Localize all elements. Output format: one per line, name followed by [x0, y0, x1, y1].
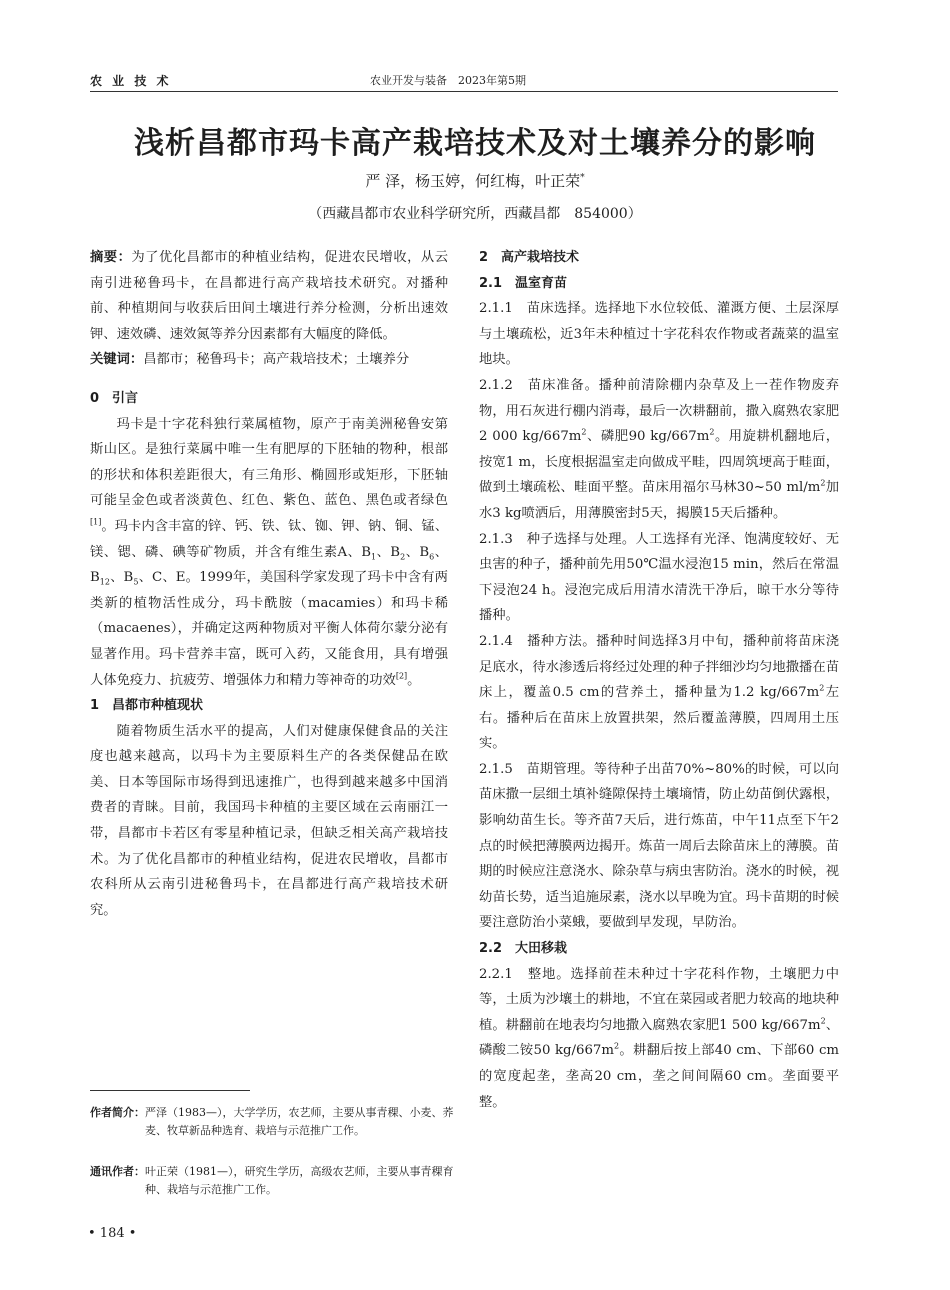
- para-text: 苗期管理。等待种子出苗70%~80%的时候，可以向苗床撒一层细土填补缝隙保持土壤墒情，防止幼苗倒伏露根，影响幼苗生长。等齐苗7天后，进行炼苗，中午11点至下午2点的时候把薄膜两边揭开。炼苗一周后去除苗床上的薄膜。苗期的时候应注意浇水、除杂草与病虫害防治。浇水的时候，视幼苗长势，适当追施尿素，浇水以早晚为宜。玛卡苗期的时候要注意防治小菜蛾，要做到早发现，早防治。: [479, 761, 840, 931]
- para-text: 、磷肥90 kg/667m: [586, 429, 710, 445]
- intro-text-a: 玛卡是十字花科独行菜属植物，原产于南美洲秘鲁安第斯山区。是独行菜属中唯一生有肥厚的下胚轴的物种，根部的形状和体积差距很大，有三角形、椭圆形或矩形，下胚轴可能呈金色或者淡黄色、红色、紫色、蓝色、黑色或者绿色: [90, 416, 448, 509]
- para-2-1-3: [479, 527, 839, 629]
- superscript: 2: [819, 683, 825, 693]
- keywords: [90, 347, 448, 373]
- para-text: 苗床准备。播种前清除棚内杂草及上一茬作物废弃物，用石灰进行棚内消毒，最后一次耕翻前，撒入腐熟农家肥2 000 kg/667m: [479, 377, 839, 445]
- abstract: [90, 245, 448, 347]
- status-paragraph: 随着物质生活水平的提高，人们对健康保健食品的关注度也越来越高，以玛卡为主要原料生产的各类保健品在欧美、日本等国际市场得到迅速推广，也得到越来越多中国消费者的青睐。目前，我国玛卡种植的主要区域在云南丽江一带，昌都市卡若区有零星种植记录，但缺乏相关高产栽培技术。为了优化昌都市的种植业结构，促进农民增收，昌都市农科所从云南引进秘鲁玛卡，在昌都进行高产栽培技术研究。: [90, 723, 448, 918]
- abstract-label: 摘要：: [90, 250, 132, 265]
- footnote-corr-text: 叶正荣（1981—），研究生学历，高级农艺师，主要从事青稞育种、栽培与示范推广工作。: [145, 1165, 454, 1196]
- footnote-author-text: 严泽（1983—），大学学历，农艺师，主要从事青稞、小麦、荞麦、牧草新品种选育、栽培与示范推广工作。: [145, 1106, 454, 1137]
- paper-title: 浅析昌都市玛卡高产栽培技术及对土壤养分的影响: [134, 126, 816, 161]
- superscript: 2: [820, 1016, 826, 1026]
- superscript: 2: [581, 427, 587, 437]
- intro-text-c: 、C、E。1999年，美国科学家发现了玛卡中含有两类新的植物活性成分，玛卡酰胺（macamies）和玛卡稀（macaenes），并确定这两种物质对平衡人体荷尔蒙分泌有显著作用。玛卡营养丰富，既可入药，又能食用，具有增强人体免疫力、抗疲劳、增强体力和精力等神奇的功效: [90, 570, 448, 688]
- para-text: 整地。选择前茬未种过十字花科作物，土壤肥力中等，土质为沙壤土的耕地，不宜在菜园或者肥力较高的地块种植。耕翻前在地表均匀地撒入腐熟农家肥1 500 kg/667m: [479, 966, 839, 1033]
- left-column: [90, 245, 448, 923]
- para-2-1-1: [479, 296, 839, 373]
- subsection-heading-greenhouse: 2.1 温室育苗: [479, 275, 568, 291]
- authors-text: 严 泽，杨玉婷，何红梅，叶正荣: [365, 172, 581, 190]
- para-text: 。耕翻后按上部40 cm、下部60 cm的宽度起垄，垄高20 cm，垄之间间隔60 cm。垄面要平整。: [479, 1043, 840, 1110]
- section-heading-status: 1 昌都市种植现状: [90, 698, 204, 714]
- affiliation: （西藏昌都市农业科学研究所，西藏昌都 854000）: [308, 206, 642, 222]
- intro-paragraph: [90, 412, 448, 694]
- abstract-text: 为了优化昌都市的种植业结构，促进农民增收，从云南引进秘鲁玛卡，在昌都进行高产栽培技术研究。对播种前、种植期间与收获后田间土壤进行养分检测，分析出速效钾、速效磷、速效氮等养分因素都有大幅度的降低。: [90, 250, 449, 342]
- running-header-section: 农 业 技 术: [90, 74, 172, 88]
- citation-2: [2]: [395, 671, 408, 681]
- footnote-rule: [90, 1090, 250, 1091]
- para-text: 加水3 kg喷洒后，用薄膜密封5天，揭膜15天后播种。: [479, 480, 839, 521]
- corresponding-mark: *: [580, 173, 585, 183]
- intro-sep: 、B: [109, 570, 134, 586]
- para-label: 2.1.1: [479, 301, 527, 317]
- para-2-1-4: [479, 629, 839, 757]
- para-2-1-5: [479, 757, 839, 936]
- subsection-heading-transplant: 2.2 大田移栽: [479, 941, 568, 957]
- header-rule: [90, 91, 838, 92]
- footnote-corr-label: 通讯作者：: [90, 1165, 145, 1178]
- subscript: 12: [99, 577, 110, 587]
- intro-sep: 、B: [405, 544, 430, 560]
- para-text: 苗床选择。选择地下水位较低、灌溉方便、土层深厚与土壤疏松，近3年未种植过十字花科农作物或者蔬菜的温室地块。: [479, 301, 839, 368]
- footnote-author: [90, 1104, 460, 1139]
- intro-end: 。: [407, 672, 421, 688]
- author-list: [0, 170, 950, 191]
- keywords-text: 昌都市；秘鲁玛卡；高产栽培技术；土壤养分: [143, 352, 410, 368]
- superscript: 2: [820, 478, 826, 488]
- para-label: 2.1.5: [479, 761, 527, 777]
- para-2-2-1: [479, 962, 839, 1116]
- para-text: 播种方法。播种时间选择3月中旬，播种前将苗床浇足底水，待水渗透后将经过处理的种子拌细沙均匀地撒播在苗床上，覆盖0.5 cm的营养土，播种量为1.2 kg/667m: [479, 633, 839, 701]
- para-text: 。用旋耕机翻地后，按宽1 m，长度根据温室走向做成平畦，四周筑埂高于畦面，做到土壤疏松、畦面平整。苗床用福尔马林30~50 ml/m: [479, 429, 839, 496]
- intro-sep: 、B: [376, 544, 401, 560]
- citation-1: [1]: [90, 517, 102, 527]
- subscript: 5: [133, 577, 139, 587]
- para-text: 左右。播种后在苗床上放置拱架，然后覆盖薄膜，四周用土压实。: [479, 685, 840, 752]
- subscript: 1: [371, 552, 377, 562]
- para-label: 2.1.2: [479, 377, 528, 393]
- subscript: 6: [429, 552, 435, 562]
- para-text: 种子选择与处理。人工选择有光泽、饱满度较好、无虫害的种子，播种前先用50℃温水浸泡15 min，然后在常温下浸泡24 h。浸泡完成后用清水清洗干净后，晾干水分等待播种。: [479, 531, 839, 624]
- footnote-corresponding: [90, 1163, 460, 1198]
- superscript: 2: [614, 1041, 620, 1051]
- spacer: [90, 373, 448, 386]
- subscript: 2: [400, 552, 406, 562]
- superscript: 2: [709, 427, 715, 437]
- intro-text-b: 。玛卡内含丰富的锌、钙、铁、钛、铷、钾、钠、铜、锰、镁、锶、磷、碘等矿物质，并含有维生素A、B: [90, 518, 448, 560]
- footnote-author-label: 作者简介：: [90, 1106, 145, 1119]
- intro-sep: 、B: [90, 544, 448, 586]
- para-label: 2.1.4: [479, 633, 528, 649]
- para-label: 2.1.3: [479, 531, 527, 547]
- para-2-1-2: [479, 373, 839, 527]
- page-number: • 184 •: [88, 1226, 137, 1241]
- right-column: [479, 245, 839, 1115]
- para-label: 2.2.1: [479, 966, 528, 982]
- keywords-label: 关键词：: [90, 352, 144, 368]
- para-text: 、磷酸二铵50 kg/667m: [479, 1017, 839, 1059]
- section-heading-techniques: 2 高产栽培技术: [479, 250, 580, 265]
- running-header-journal: 农业开发与装备 2023年第5期: [370, 74, 526, 87]
- section-heading-intro: 0 引言: [90, 390, 139, 406]
